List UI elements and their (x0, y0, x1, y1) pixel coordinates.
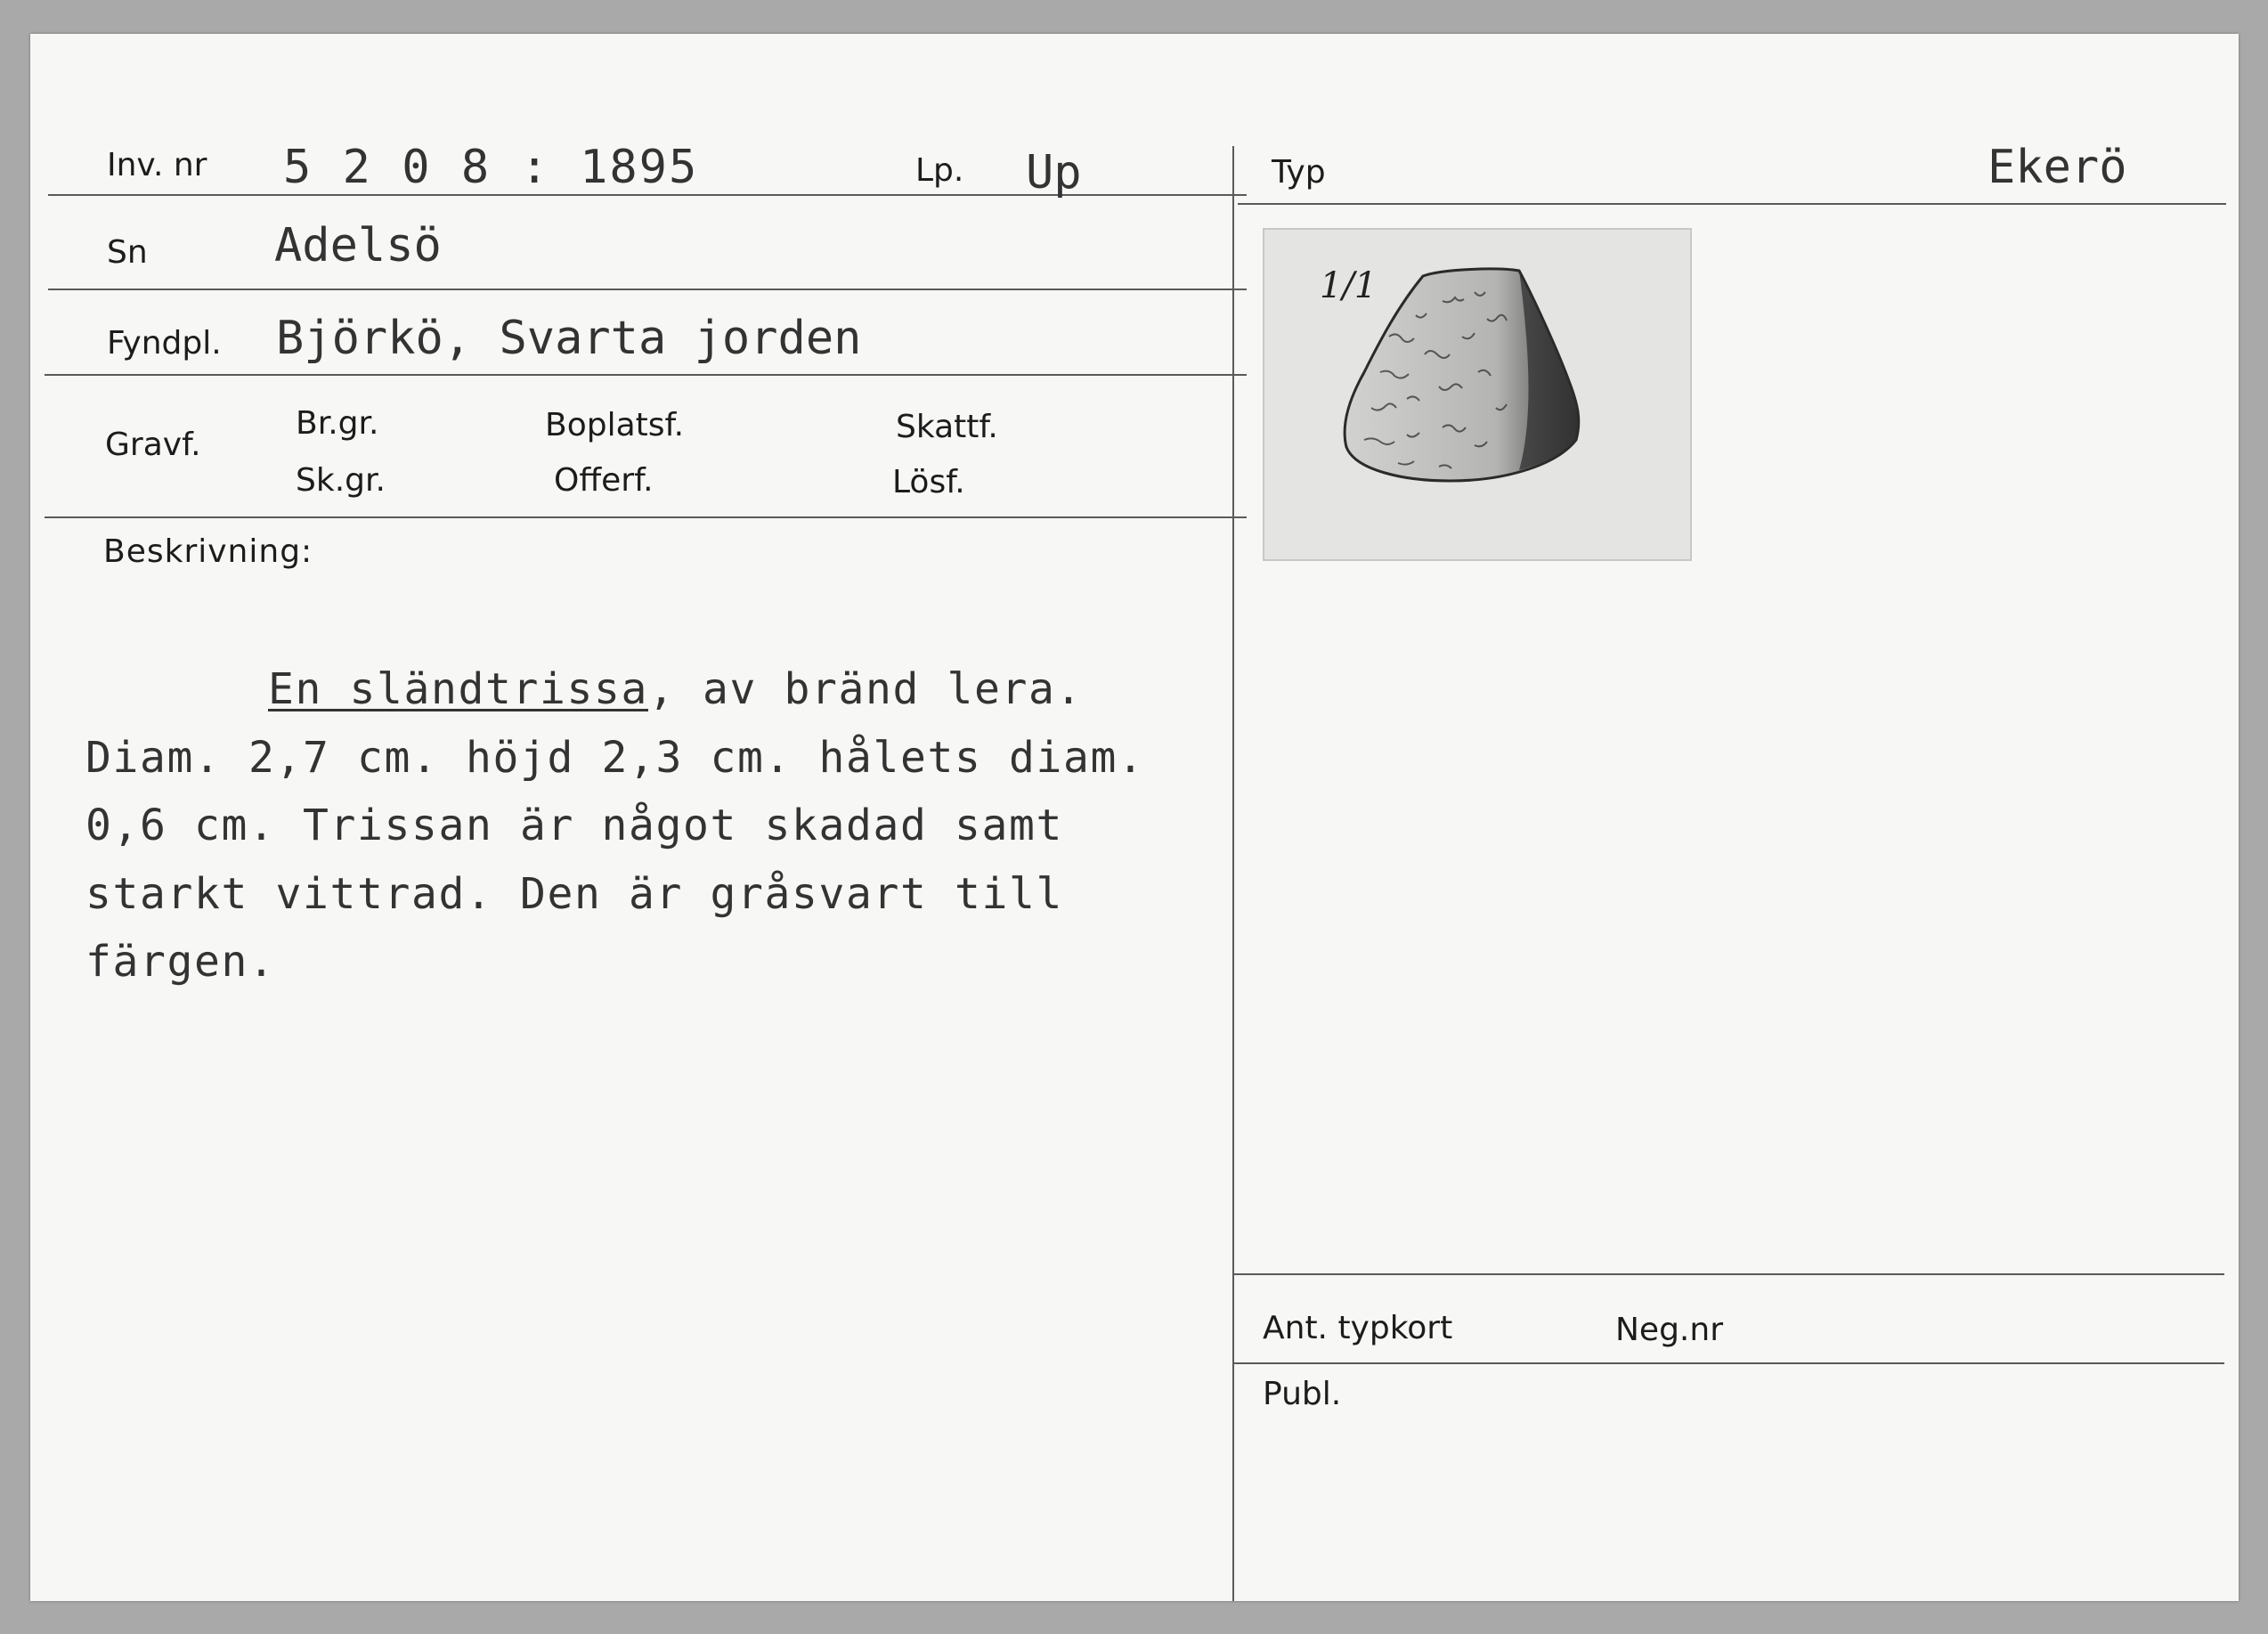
inv-nr-value: 5 2 0 8 : 1895 (283, 141, 699, 194)
artifact-photo (1263, 228, 1692, 561)
lp-value: Up (1026, 146, 1082, 199)
rule-fyndpl (45, 374, 1247, 376)
rule-typ (1238, 203, 2226, 205)
description-line-2: Diam. 2,7 cm. höjd 2,3 cm. hålets diam. (85, 732, 1145, 783)
rule-ant-top (1232, 1273, 2224, 1275)
ant-typkort-label: Ant. typkort (1263, 1310, 1453, 1346)
offerf-label: Offerf. (554, 462, 654, 499)
skattf-label: Skattf. (896, 409, 998, 445)
rule-ant-bottom (1232, 1362, 2224, 1364)
skgr-label: Sk.gr. (296, 462, 386, 499)
description-line-5: färgen. (85, 937, 276, 987)
sn-value: Adelsö (274, 219, 442, 272)
lp-label: Lp. (915, 152, 964, 189)
description-title: En sländtrissa (268, 664, 648, 714)
fyndpl-value: Björkö, Svarta jorden (276, 312, 862, 365)
spindle-whorl-drawing (1264, 230, 1690, 559)
rule-gravf (45, 516, 1247, 518)
fyndpl-label: Fyndpl. (107, 325, 222, 362)
publ-label: Publ. (1263, 1376, 1342, 1412)
description-line-4: starkt vittrad. Den är gråsvart till (85, 868, 1063, 919)
description-line-1 (85, 655, 1144, 724)
column-divider (1232, 146, 1234, 1601)
boplatsf-label: Boplatsf. (545, 407, 685, 443)
typ-value: Ekerö (1988, 141, 2127, 194)
losf-label: Lösf. (892, 464, 965, 500)
description-line-3: 0,6 cm. Trissan är något skadad samt (85, 801, 1063, 850)
negnr-label: Neg.nr (1615, 1312, 1723, 1348)
sn-label: Sn (107, 234, 148, 271)
scale-label: 1/1 (1320, 265, 1378, 306)
inv-nr-label: Inv. nr (107, 147, 207, 183)
typ-label: Typ (1272, 154, 1326, 191)
gravf-label: Gravf. (105, 427, 201, 463)
description-line1-rest: , av bränd lera. (647, 664, 1083, 714)
catalog-card (30, 34, 2239, 1601)
rule-sn (48, 289, 1247, 290)
beskrivning-label: Beskrivning: (103, 533, 313, 570)
description-text (85, 655, 1144, 996)
brgr-label: Br.gr. (296, 405, 379, 442)
